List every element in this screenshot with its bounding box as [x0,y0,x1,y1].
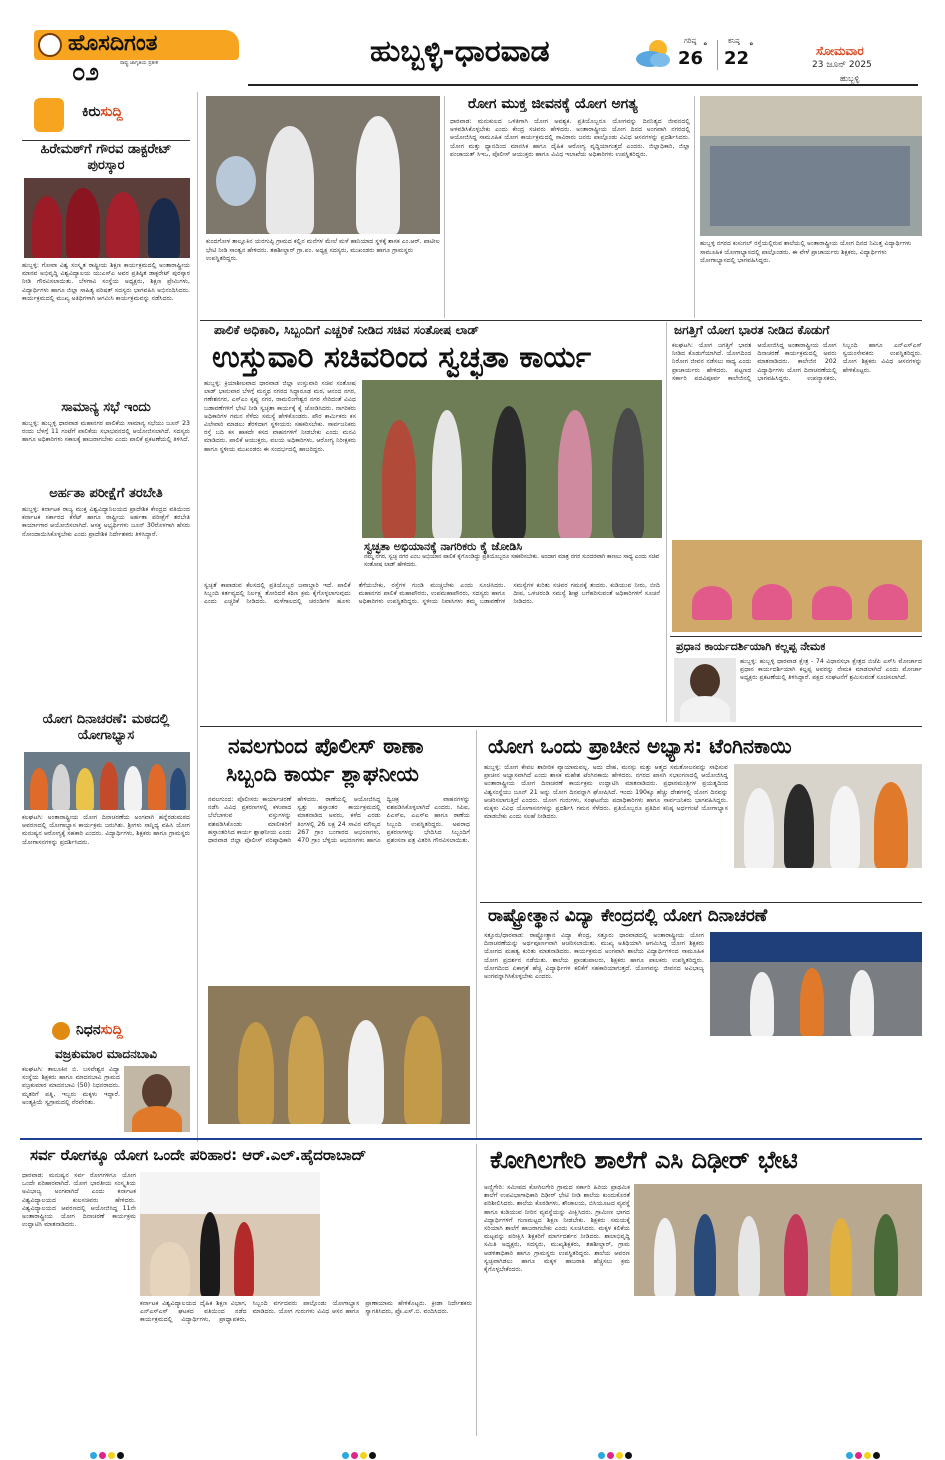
paper-tagline: ರಾಷ್ಟ್ರ ಜಾಗೃತಿಯ ಪ್ರತೀಕ [120,60,159,66]
yoga-ancient-text: ಹುಬ್ಬಳ್ಳಿ: ಯೋಗ ಕೇವಲ ಶಾರೀರಿಕ ವ್ಯಾಯಾಮವಲ್ಲ. ಅದು ದೇಹ, ಮನಸ್ಸು ಮತ್ತು ಆತ್ಮದ ಸಮತೋಲನವನ್ನು ಸಾಧಿಸುವ ಪ್ರಾಚೀನ ಅಭ್ಯಾಸವಾಗಿದೆ ಎಂದು ಶಾಸಕ ಮಹೇಶ ಟೆಂಗಿನಕಾಯಿ ಹೇಳಿದರು. ನಗರದ ಖಾಸಗಿ ಸಭಾಂಗಣದಲ್ಲಿ ಆಯೋಜಿಸಿದ್ದ ಅಂತಾರಾಷ್ಟ್ರೀಯ ಯೋಗ ದಿನಾಚರಣೆ ಕಾರ್ಯಕ್ರಮ ಉದ್ಘಾಟಿಸಿ ಮಾತನಾಡಿದರು. ಪ್ರಧಾನಮಂತ್ರಿಗಳ ಪ್ರಯತ್ನದಿಂದ ವಿಶ್ವಸಂಸ್ಥೆಯು ಜೂನ್ 21 ಅನ್ನು ಯೋಗ ದಿನವನ್ನಾಗಿ ಘೋಷಿಸಿದೆ. ಇಂದು 190ಕ್ಕೂ ಹೆಚ್ಚು ದೇಶಗಳಲ್ಲಿ ಯೋಗ ದಿನವನ್ನು ಆಚರಿಸಲಾಗುತ್ತಿದೆ ಎಂದರು. ಯೋಗ ಗುರುಗಳು, ಸಂಘಟನೆಯ ಪದಾಧಿಕಾರಿಗಳು ಹಾಗೂ ಸಾರ್ವಜನಿಕರು ಭಾಗವಹಿಸಿದ್ದರು. ಮಕ್ಕಳು ವಿವಿಧ ಯೋಗಾಸನಗಳನ್ನು ಪ್ರದರ್ಶಿಸಿ ಗಮನ ಸೆಳೆದರು. ಪ್ರತಿಯೊಬ್ಬರೂ ಪ್ರತಿದಿನ ಕನಿಷ್ಠ ಅರ್ಧಗಂಟೆ ಯೋಗಾಭ್ಯಾಸ ಮಾಡಬೇಕು ಎಂದು ಸಲಹೆ ನೀಡಿದರು. [484,764,728,821]
yoga-disease-free-headline: ರೋಗ ಮುಕ್ತ ಜೀವನಕ್ಕೆ ಯೋಗ ಅಗತ್ಯ [468,96,638,112]
yoga-math-headline: ಯೋಗ ದಿನಾಚರಣೆ: ಮಠದಲ್ಲಿ ಯೋಗಾಭ್ಯಾಸ [42,712,170,743]
rashtrotthana-rule [480,902,922,903]
appoint-headline: ಪ್ರಧಾನ ಕಾರ್ಯದರ್ಶಿಯಾಗಿ ಕಲ್ಲಪ್ಪ ನೇಮಕ [676,640,826,653]
honorary-doctorate-text: ಹುಬ್ಬಳ್ಳಿ: ಗೋವಾ ವಿಶ್ವ ಸಂಸ್ಕೃತ ರಾಷ್ಟ್ರೀಯ ಶಿಕ್ಷಣ ಕಾರ್ಯಕ್ರಮದಲ್ಲಿ ಅಂತಾರಾಷ್ಟ್ರೀಯ ಮಾನವ ಅಭಿವೃದ್ಧಿ ವಿಶ್ವವಿದ್ಯಾಲಯ ಯುಎಸ್‌ಎ ಅವರ ಪ್ರತಿಷ್ಠಿತ ಡಾಕ್ಟರೇಟ್ ಪುರಸ್ಕಾರ ನೀಡಿ ಗೌರವಿಸಲಾಯಿತು. ಬೆಳಗಾವಿ ಸಂಸ್ಥೆಯ ಅಧ್ಯಕ್ಷರು, ಶಿಕ್ಷಣ ಪ್ರೇಮಿಗಳು, ವಿದ್ಯಾರ್ಥಿಗಳು ಹಾಗೂ ಜಿಲ್ಲಾ ಸಾಹಿತ್ಯ ಪರಿಷತ್ ಸದಸ್ಯರು ಭಾಗವಹಿಸಿ ಅಭಿನಂದಿಸಿದರು. ಕಾರ್ಯಕ್ರಮದಲ್ಲಿ ಮುಖ್ಯ ಅತಿಥಿಗಳಾಗಿ ಆಗಮಿಸಿ ಕಾರ್ಯಕ್ರಮವನ್ನು ನಡೆಸಿದರು. [22,262,190,302]
edition-city: ಹುಬ್ಬಳ್ಳಿ [840,74,860,83]
obituary-headline: ವಜ್ರಕುಮಾರ ಮಾದನಬಾವಿ [55,1047,157,1061]
general-meeting-text: ಹುಬ್ಬಳ್ಳಿ: ಹುಬ್ಬಳ್ಳಿ ಧಾರವಾಡ ಮಹಾನಗರ ಪಾಲಿಕೆಯ ಸಾಮಾನ್ಯ ಸಭೆಯು ಜೂನ್ 23 ರಂದು ಬೆಳಗ್ಗೆ 11 ಗಂಟೆಗೆ ಪಾಲಿಕೆಯ ಸಭಾಭವನದಲ್ಲಿ ಆಯೋಜಿಸಲಾಗಿದೆ. ಸದಸ್ಯರು ಹಾಗೂ ಅಧಿಕಾರಿಗಳು ಸಕಾಲಕ್ಕೆ ಹಾಜರಾಗಬೇಕು ಎಂದು ಪಾಲಿಕೆ ಪ್ರಕಟಣೆಯಲ್ಲಿ ತಿಳಿಸಿದೆ. [22,420,190,444]
masthead [0,0,945,92]
mid-rule [200,726,922,727]
divider-top-1 [444,96,445,318]
divider-bottom [476,1144,477,1436]
edition-title: ಹುಬ್ಬಳ್ಳಿ-ಧಾರವಾಡ [370,34,550,69]
honorary-doctorate-headline: ಹಿರೇಮಠ್‌ಗೆ ಗೌರವ ಡಾಕ್ಟರೇಟ್ ಪುರಸ್ಕಾರ [40,142,172,173]
registration-marks-2 [342,1444,378,1452]
min-temp: 22 [724,48,750,69]
obituary-photo [124,1066,190,1132]
nidhana-title [76,1022,123,1038]
yoga-math-text: ಕಲಘಟಗಿ: ಅಂತಾರಾಷ್ಟ್ರೀಯ ಯೋಗ ದಿನಾಚರಣೆಯ ಅಂಗವಾಗಿ ಹನ್ನೆರಡುಮಠದ ಆವರಣದಲ್ಲಿ ಯೋಗಾಭ್ಯಾಸ ಕಾರ್ಯಕ್ರಮ ಜರುಗಿತು. ಶ್ರೀಗಳು ಸಾನ್ನಿಧ್ಯ ವಹಿಸಿ ಯೋಗ ಮನುಷ್ಯನ ಆರೋಗ್ಯಕ್ಕೆ ಸಹಕಾರಿ ಎಂದರು. ವಿದ್ಯಾರ್ಥಿಗಳು, ಶಿಕ್ಷಕರು ಹಾಗೂ ಗ್ರಾಮಸ್ಥರು ಯೋಗಾಸನಗಳನ್ನು ಪ್ರದರ್ಶಿಸಿದರು. [22,814,190,846]
max-temp-degree: ° [703,42,708,52]
temp-separator [717,40,718,70]
eligibility-training-headline: ಅರ್ಹತಾ ಪರೀಕ್ಷೆಗೆ ತರಬೇತಿ [49,486,163,501]
newspaper-logo-icon [38,33,62,57]
weekday: ಸೋಮವಾರ [816,44,864,58]
max-temp: 26 [678,48,704,69]
masthead-rule [248,84,918,86]
yoga-ancient-text-cont [484,870,922,900]
lead-kicker: ಪಾಲಿಕೆ ಅಧಿಕಾರಿ, ಸಿಬ್ಬಂದಿಗೆ ಎಚ್ಚರಿಕೆ ನೀಡಿದ ಸಚಿವ ಸಂತೋಷ ಲಾಡ್ [214,323,480,337]
registration-marks-3 [598,1444,634,1452]
rashtrotthana-text: ಸತ್ತೂರು/ಧಾರವಾಡ: ರಾಷ್ಟ್ರೋತ್ಥಾನ ವಿದ್ಯಾ ಕೇಂದ್ರ, ಸತ್ತೂರು ಧಾರವಾಡದಲ್ಲಿ ಅಂತಾರಾಷ್ಟ್ರೀಯ ಯೋಗ ದಿನಾಚರಣೆಯನ್ನು ಅರ್ಥಪೂರ್ಣವಾಗಿ ಆಚರಿಸಲಾಯಿತು. ಮುಖ್ಯ ಅತಿಥಿಯಾಗಿ ಆಗಮಿಸಿದ್ದ ಯೋಗ ಶಿಕ್ಷಕರು ಯೋಗದ ಮಹತ್ವ ಕುರಿತು ಮಾತನಾಡಿದರು. ಕಾರ್ಯಕ್ರಮದ ಅಂಗವಾಗಿ ಶಾಲೆಯ ವಿದ್ಯಾರ್ಥಿಗಳಿಂದ ಸಾಮೂಹಿಕ ಯೋಗ ಪ್ರದರ್ಶನ ನಡೆಯಿತು. ಶಾಲೆಯ ಪ್ರಾಂಶುಪಾಲರು, ಶಿಕ್ಷಕರು ಹಾಗೂ ಪಾಲಕರು ಉಪಸ್ಥಿತರಿದ್ದರು. ಯೋಗದಿಂದ ಏಕಾಗ್ರತೆ ಹೆಚ್ಚಿ ವಿದ್ಯಾರ್ಥಿಗಳ ಕಲಿಕೆಗೆ ಸಹಕಾರಿಯಾಗುತ್ತದೆ. ಯೋಗವನ್ನು ಜೀವನದ ಅವಿಭಾಜ್ಯ ಅಂಗವನ್ನಾಗಿಸಿಕೊಳ್ಳಬೇಕು ಎಂದರು. [484,932,704,981]
yoga-ancient-headline: ಯೋಗ ಒಂದು ಪ್ರಾಚೀನ ಅಭ್ಯಾಸ: ಟೆಂಗಿನಕಾಯಿ [488,734,792,758]
bottom-section-rule [20,1138,922,1140]
yoga-math-photo [24,752,190,810]
hyderabad-text-b: ಕರ್ನಾಟಕ ವಿಶ್ವವಿದ್ಯಾಲಯದ ದೈಹಿಕ ಶಿಕ್ಷಣ ವಿಭಾಗ, ಎನ್‌ಎಸ್‌ಎಸ್ ಘಟಕದ ವತಿಯಿಂದ ನಡೆದ ಕಾರ್ಯಕ್ರಮದಲ್ಲಿ ವಿದ್ಯಾರ್ಥಿಗಳು, ಪ್ರಾಧ್ಯಾಪಕರು, ಸಿಬ್ಬಂದಿ ವರ್ಗದವರು ಪಾಲ್ಗೊಂಡು ಯೋಗಾಭ್ಯಾಸ ಮಾಡಿದರು. ಯೋಗ ಗುರುಗಳು ವಿವಿಧ ಆಸನ ಹಾಗೂ ಪ್ರಾಣಾಯಾಮ ಹೇಳಿಕೊಟ್ಟರು. ಕ್ರೀಡಾ ನಿರ್ದೇಶಕರು ಸ್ವಾಗತಿಸಿದರು, ಪ್ರೊ.ಎಸ್.ಬಿ. ವಂದಿಸಿದರು. [140,1300,472,1324]
kirusuddi-title-a: ಕಿರು [82,104,101,120]
rain-damage-photo [206,96,440,234]
school-yoga-photo [700,96,922,236]
cleanliness-caption-text: ನಮ್ಮ ನಗರ, ಸ್ವಚ್ಛ ನಗರ ಎಂಬ ಅಭಿಯಾನ ಪಾಲಿಕೆ ಕೈಗೊಂಡಿದ್ದು ಪ್ರತಿಯೊಬ್ಬರೂ ಸಹಕರಿಸಬೇಕು. ಅಂದಾಗ ಮಾತ್ರ ನಗರ ಸುಂದರವಾಗಿ ಕಾಣಲು ಸಾಧ್ಯ ಎಂದು ಸಚಿವ ಸಂತೋಷ ಲಾಡ್ ಹೇಳಿದರು. [364,554,660,568]
kogilageri-text-cont [634,1300,922,1434]
hand-pointing-icon [34,98,64,132]
registration-marks-4 [846,1444,882,1452]
oil-lamp-icon [52,1022,70,1040]
kogilageri-headline: ಕೋಗಿಲಗೇರಿ ಶಾಲೆಗೆ ಎಸಿ ದಿಢೀರ್ ಭೇಟಿ [490,1146,798,1174]
yoga-disease-free-text: ಧಾರವಾಡ: ಮನುಕುಲದ ಒಳಿತಿಗಾಗಿ ಯೋಗ ಅವಶ್ಯಕ. ಪ್ರತಿಯೊಬ್ಬರೂ ಯೋಗವನ್ನು ದಿನನಿತ್ಯದ ಜೀವನದಲ್ಲಿ ಅಳವಡಿಸಿಕೊಳ್ಳಬೇಕು ಎಂದು ಕೇಂದ್ರ ಸಚಿವರು ಹೇಳಿದರು. ಅಂತಾರಾಷ್ಟ್ರೀಯ ಯೋಗ ದಿನದ ಅಂಗವಾಗಿ ನಗರದಲ್ಲಿ ಆಯೋಜಿಸಿದ್ದ ಸಾಮೂಹಿಕ ಯೋಗ ಕಾರ್ಯಕ್ರಮದಲ್ಲಿ ಸಾವಿರಾರು ಜನರು ಪಾಲ್ಗೊಂಡು ವಿವಿಧ ಆಸನಗಳನ್ನು ಪ್ರದರ್ಶಿಸಿದರು. ಯೋಗ ಮತ್ತು ಧ್ಯಾನದಿಂದ ಮಾನಸಿಕ ಹಾಗೂ ದೈಹಿಕ ಆರೋಗ್ಯ ವೃದ್ಧಿಯಾಗುತ್ತದೆ ಎಂದರು. ಜಿಲ್ಲಾಧಿಕಾರಿ, ಜಿಲ್ಲಾ ಪಂಚಾಯತ್ ಸಿಇಒ, ಪೊಲೀಸ್ ಆಯುಕ್ತರು ಹಾಗೂ ವಿವಿಧ ಇಲಾಖೆಯ ಅಧಿಕಾರಿಗಳು ಉಪಸ್ಥಿತರಿದ್ದರು. [450,118,690,158]
lead-text-a: ಹುಬ್ಬಳ್ಳಿ: ಕ್ರಿಯಾಶೀಲವಾದ ಧಾರವಾಡ ಜಿಲ್ಲಾ ಉಸ್ತುವಾರಿ ಸಚಿವ ಸಂತೋಷ ಲಾಡ್ ಭಾನುವಾರ ಬೆಳಗ್ಗೆ ಮನ್ಮಥ ನಗರದ ಸಿದ್ಧಾರೂಢ ಮಠ, ಆನಂದ ನಗರ, ಗಣೇಶನಗರ, ಎಸ್‌ಎಂ ಕೃಷ್ಣ ನಗರ, ರಾಮಲಿಂಗೇಶ್ವರ ನಗರ ಸೇರಿದಂತೆ ವಿವಿಧ ಬಡಾವಣೆಗಳಿಗೆ ಭೇಟಿ ನೀಡಿ ಸ್ವಚ್ಛತಾ ಕಾರ್ಯಕ್ಕೆ ಕೈ ಜೋಡಿಸಿದರು. ನಾಗರಿಕರು ಅಧಿಕಾರಿಗಳ ಗಮನ ಸೆಳೆದು ಸಮಸ್ಯೆ ಹೇಳಿಕೊಂಡರು. ಪೌರ ಕಾರ್ಮಿಕರು ಕಸ ವಿಲೇವಾರಿ ಮಾಡಲು ತೆರಳಿದಾಗ ಸ್ಥಳೀಯರು ಸಹಕರಿಸಬೇಕು. ಸಾರ್ವಜನಿಕರು ರಸ್ತೆ ಬದಿ ಕಸ ಹಾಕದೇ ಕಸದ ವಾಹನಗಳಿಗೆ ನೀಡಬೇಕು ಎಂದು ಮನವಿ ಮಾಡಿದರು. ಪಾಲಿಕೆ ಆಯುಕ್ತರು, ವಲಯ ಅಧಿಕಾರಿಗಳು, ಆರೋಗ್ಯ ನಿರೀಕ್ಷಕರು ಹಾಗೂ ಸ್ಥಳೀಯ ಮುಖಂಡರು ಈ ಸಂದರ್ಭದಲ್ಲಿ ಹಾಜರಿದ್ದರು. [204,380,356,453]
issue-date: 23 ಜೂನ್ 2025 [812,60,872,70]
max-temp-label: ಗರಿಷ್ಠ [684,37,697,45]
hyderabad-text-a: ಧಾರವಾಡ: ಮನುಷ್ಯನ ಸರ್ವ ರೋಗಗಳಿಗೂ ಯೋಗ ಒಂದೇ ಪರಿಹಾರವಾಗಿದೆ. ಯೋಗ ಭಾರತೀಯ ಸಂಸ್ಕೃತಿಯ ಅವಿಭಾಜ್ಯ ಅಂಗವಾಗಿದೆ ಎಂದು ಕರ್ನಾಟಕ ವಿಶ್ವವಿದ್ಯಾಲಯದ ಕುಲಸಚಿವರು ಹೇಳಿದರು. ವಿಶ್ವವಿದ್ಯಾಲಯದ ಆವರಣದಲ್ಲಿ ಆಯೋಜಿಸಿದ್ದ 11ನೇ ಅಂತಾರಾಷ್ಟ್ರೀಯ ಯೋಗ ದಿನಾಚರಣೆ ಕಾರ್ಯಕ್ರಮ ಉದ್ಘಾಟಿಸಿ ಮಾತನಾಡಿದರು. [22,1172,136,1229]
yoga-ancient-photo [734,764,922,868]
eligibility-training-text: ಹುಬ್ಬಳ್ಳಿ: ಕರ್ನಾಟಕ ರಾಜ್ಯ ಮುಕ್ತ ವಿಶ್ವವಿದ್ಯಾನಿಲಯದ ಪ್ರಾದೇಶಿಕ ಕೇಂದ್ರದ ವತಿಯಿಂದ ಕರ್ನಾಟಕ ಸರ್ಕಾರದ ಕೆಸೆಟ್ ಹಾಗೂ ರಾಷ್ಟ್ರೀಯ ಅರ್ಹತಾ ಪರೀಕ್ಷೆಗೆ ತರಬೇತಿ ಕಾರ್ಯಾಗಾರ ಆಯೋಜಿಸಲಾಗಿದೆ. ಆಸಕ್ತ ಅಭ್ಯರ್ಥಿಗಳು ಜೂನ್ 30ರೊಳಗಾಗಿ ಹೆಸರು ನೋಂದಾಯಿಸಿಕೊಳ್ಳಬೇಕು ಎಂದು ಪ್ರಾದೇಶಿಕ ನಿರ್ದೇಶಕರು ತಿಳಿಸಿದ್ದಾರೆ. [22,506,190,538]
rashtrotthana-photo [710,932,922,1036]
police-headline-1: ನವಲಗುಂದ ಪೊಲೀಸ್ ಠಾಣಾ [228,734,424,758]
rashtrotthana-headline: ರಾಷ್ಟ್ರೋತ್ಥಾನ ವಿದ್ಯಾ ಕೇಂದ್ರದಲ್ಲಿ ಯೋಗ ದಿನಾಚರಣೆ [488,906,768,926]
divider-mid [476,730,477,1140]
college-yoga-photo [672,540,922,632]
appoint-text: ಹುಬ್ಬಳ್ಳಿ: ಹುಬ್ಬಳ್ಳಿ ಧಾರವಾಡ ಕ್ಷೇತ್ರ - 74 ವಿಧಾನಸಭಾ ಕ್ಷೇತ್ರದ ಬಿಜೆಪಿ ಎಸ್‌ಸಿ ಮೋರ್ಚಾದ ಪ್ರಧಾನ ಕಾರ್ಯದರ್ಶಿಯಾಗಿ ಕಲ್ಲಪ್ಪ ಅವರನ್ನು ನೇಮಕ ಮಾಡಲಾಗಿದೆ ಎಂದು ಮೋರ್ಚಾ ಅಧ್ಯಕ್ಷರು ಪ್ರಕಟಣೆಯಲ್ಲಿ ತಿಳಿಸಿದ್ದಾರೆ. ಪಕ್ಷದ ಸಂಘಟನೆಗೆ ಶ್ರಮಿಸುವಂತೆ ಸೂಚಿಸಲಾಗಿದೆ. [740,658,922,682]
nidhana-title-a: ನಿಧನ [76,1022,101,1038]
yoga-gift-headline: ಜಗತ್ತಿಗೆ ಯೋಗ ಭಾರತ ನೀಡಿದ ಕೊಡುಗೆ [674,323,830,337]
page-number: ೦೨ [72,58,99,86]
min-temp-degree: ° [749,42,754,52]
school-yoga-caption: ಹುಬ್ಬಳ್ಳಿ ನಗರದ ಕುಸುಗಲ್ ರಸ್ತೆಯಲ್ಲಿರುವ ಶಾಲೆಯಲ್ಲಿ ಅಂತಾರಾಷ್ಟ್ರೀಯ ಯೋಗ ದಿನದ ನಿಮಿತ್ತ ವಿದ್ಯಾರ್ಥಿಗಳು ಸಾಮೂಹಿಕ ಯೋಗಾಭ್ಯಾಸದಲ್ಲಿ ಪಾಲ್ಗೊಂಡರು. ಈ ವೇಳೆ ಪ್ರಾಚಾರ್ಯರು ಶಿಕ್ಷಕರು, ವಿದ್ಯಾರ್ಥಿಗಳು ಯೋಗಾಭ್ಯಾಸದಲ್ಲಿ ಭಾಗವಹಿಸಿದ್ದರು. [700,240,912,264]
police-photo [208,986,470,1124]
divider-lead [666,322,667,722]
yoga-gift-text: ಕಲಘಟಗಿ: ಯೋಗ ಜಗತ್ತಿಗೆ ಭಾರತ ನೀಡಿದ ಕೊಡುಗೆಯಾಗಿದೆ. ಯೋಗದಿಂದ ನಿರೋಗ ಜೀವನ ನಡೆಸಲು ಸಾಧ್ಯ ಎಂದು ಪ್ರಾಚಾರ್ಯರು ಹೇಳಿದರು. ಪಟ್ಟಣದ ಸರ್ಕಾರಿ ಪದವಿಪೂರ್ವ ಕಾಲೇಜಿನಲ್ಲಿ ಆಯೋಜಿಸಿದ್ದ ಅಂತಾರಾಷ್ಟ್ರೀಯ ಯೋಗ ದಿನಾಚರಣೆ ಕಾರ್ಯಕ್ರಮದಲ್ಲಿ ಅವರು ಮಾತನಾಡಿದರು. ಕಾಲೇಜಿನ 202 ವಿದ್ಯಾರ್ಥಿಗಳು ಯೋಗ ದಿನಾಚರಣೆಯಲ್ಲಿ ಭಾಗವಹಿಸಿದ್ದರು. ಉಪನ್ಯಾಸಕರು, ಸಿಬ್ಬಂದಿ ಹಾಗೂ ಎನ್‌ಎಸ್‌ಎಸ್ ಸ್ವಯಂಸೇವಕರು ಉಪಸ್ಥಿತರಿದ್ದರು. ಯೋಗ ಶಿಕ್ಷಕರು ವಿವಿಧ ಆಸನಗಳನ್ನು ಹೇಳಿಕೊಟ್ಟರು. [672,342,922,382]
police-text: ನವಲಗುಂದ: ಪೊಲೀಸರು ಕಾರ್ಯಾಚರಣೆ ನಡೆಸಿ ವಿವಿಧ ಪ್ರಕರಣಗಳಲ್ಲಿ ಕಳುವಾದ ಬೆಲೆಬಾಳುವ ವಸ್ತುಗಳನ್ನು ವಶಪಡಿಸಿಕೊಂಡು ಮಾಲೀಕರಿಗೆ ಹಸ್ತಾಂತರಿಸಿದ ಕಾರ್ಯ ಶ್ಲಾಘನೀಯ ಎಂದು ಧಾರವಾಡ ಜಿಲ್ಲಾ ಪೊಲೀಸ್ ವರಿಷ್ಠಾಧಿಕಾರಿ ಹೇಳಿದರು. ಠಾಣೆಯಲ್ಲಿ ಆಯೋಜಿಸಿದ್ದ ಸ್ವತ್ತು ಹಸ್ತಾಂತರ ಕಾರ್ಯಕ್ರಮದಲ್ಲಿ ಮಾತನಾಡಿದ ಅವರು, ಕಳೆದ ಎರಡು ತಿಂಗಳಲ್ಲಿ 26 ಲಕ್ಷ 24 ಸಾವಿರ ಮೌಲ್ಯದ 267 ಗ್ರಾಂ ಬಂಗಾರದ ಆಭರಣಗಳು, 470 ಗ್ರಾಂ ಬೆಳ್ಳಿಯ ಆಭರಣಗಳು ಹಾಗೂ ದ್ವಿಚಕ್ರ ವಾಹನಗಳನ್ನು ವಶಪಡಿಸಿಕೊಳ್ಳಲಾಗಿದೆ ಎಂದರು. ಸಿಪಿಐ, ಪಿಎಸ್‌ಐ, ಎಎಸ್‌ಐ ಹಾಗೂ ಠಾಣೆಯ ಸಿಬ್ಬಂದಿ ಉಪಸ್ಥಿತರಿದ್ದರು. ಅಪರಾಧ ಪ್ರಕರಣಗಳನ್ನು ಭೇದಿಸಿದ ಸಿಬ್ಬಂದಿಗೆ ಪ್ರಶಂಸನಾ ಪತ್ರ ವಿತರಿಸಿ ಗೌರವಿಸಲಾಯಿತು. [208,796,470,845]
hyderabad-headline: ಸರ್ವ ರೋಗಕ್ಕೂ ಯೋಗ ಒಂದೇ ಪರಿಹಾರ: ಆರ್.ಎಲ್.ಹೈದರಾಬಾದ್ [30,1146,367,1164]
doctorate-photo [24,178,190,258]
kirusuddi-title [82,104,123,120]
lead-text-b: ಸ್ವಚ್ಛತೆ ಕಾಪಾಡುವ ಕೆಲಸದಲ್ಲಿ ಪ್ರತಿಯೊಬ್ಬರ ಜವಾಬ್ದಾರಿ ಇದೆ. ಪಾಲಿಕೆ ಸಿಬ್ಬಂದಿ ಕರ್ತವ್ಯದಲ್ಲಿ ನಿರ್ಲಕ್ಷ್ಯ ತೋರಿದರೆ ಕಠಿಣ ಕ್ರಮ ಕೈಗೊಳ್ಳಲಾಗುವುದು ಎಂದು ಎಚ್ಚರಿಕೆ ನೀಡಿದರು. ಮಳೆಗಾಲದಲ್ಲಿ ಚರಂಡಿಗಳ ಹೂಳು ತೆಗೆಯಬೇಕು, ರಸ್ತೆಗಳ ಗುಂಡಿ ಮುಚ್ಚಬೇಕು ಎಂದು ಸೂಚಿಸಿದರು. ಮಹಾನಗರ ಪಾಲಿಕೆ ಮಹಾಪೌರರು, ಉಪಮಹಾಪೌರರು, ಸದಸ್ಯರು ಹಾಗೂ ಅಧಿಕಾರಿಗಳು ಉಪಸ್ಥಿತರಿದ್ದರು. ಸ್ಥಳೀಯ ನಿವಾಸಿಗಳು ತಮ್ಮ ಬಡಾವಣೆಗಳ ಸಮಸ್ಯೆಗಳ ಕುರಿತು ಸಚಿವರ ಗಮನಕ್ಕೆ ತಂದರು. ಕುಡಿಯುವ ನೀರು, ಬೀದಿ ದೀಪ, ಒಳಚರಂಡಿ ಸಮಸ್ಯೆ ಶೀಘ್ರ ಬಗೆಹರಿಸುವಂತೆ ಅಧಿಕಾರಿಗಳಿಗೆ ಸೂಚನೆ ನೀಡಿದರು. [204,582,660,606]
cleanliness-drive-photo [362,380,662,538]
appoint-rule [670,636,922,637]
paper-name: ಹೊಸದಿಗಂತ [68,31,158,56]
kogilageri-text: ಅಣ್ಣಿಗೇರಿ: ಸಮೀಪದ ಕೋಗಿಲಗೇರಿ ಗ್ರಾಮದ ಸರ್ಕಾರಿ ಹಿರಿಯ ಪ್ರಾಥಮಿಕ ಶಾಲೆಗೆ ಉಪವಿಭಾಗಾಧಿಕಾರಿ ದಿಢೀರ್ ಭೇಟಿ ನೀಡಿ ಶಾಲೆಯ ಕುಂದುಕೊರತೆ ಪರಿಶೀಲಿಸಿದರು. ಶಾಲೆಯ ಕೊಠಡಿಗಳು, ಶೌಚಾಲಯ, ಬಿಸಿಯೂಟದ ವ್ಯವಸ್ಥೆ ಹಾಗೂ ಕುಡಿಯುವ ನೀರಿನ ವ್ಯವಸ್ಥೆಯನ್ನು ವೀಕ್ಷಿಸಿದರು. ಗ್ರಾಮೀಣ ಭಾಗದ ವಿದ್ಯಾರ್ಥಿಗಳಿಗೆ ಗುಣಮಟ್ಟದ ಶಿಕ್ಷಣ ನೀಡಬೇಕು. ಶಿಕ್ಷಕರು ಸಮಯಕ್ಕೆ ಸರಿಯಾಗಿ ಶಾಲೆಗೆ ಹಾಜರಾಗಬೇಕು ಎಂದು ಸೂಚಿಸಿದರು. ಮಕ್ಕಳ ಕಲಿಕೆಯ ಮಟ್ಟವನ್ನು ಪರೀಕ್ಷಿಸಿ ಶಿಕ್ಷಕರಿಗೆ ಮಾರ್ಗದರ್ಶನ ನೀಡಿದರು. ಶಾಲಾಭಿವೃದ್ಧಿ ಸಮಿತಿ ಅಧ್ಯಕ್ಷರು, ಸದಸ್ಯರು, ಮುಖ್ಯಶಿಕ್ಷಕರು, ತಹಶೀಲ್ದಾರ್, ಗ್ರಾಮ ಆಡಳಿತಾಧಿಕಾರಿ ಹಾಗೂ ಗ್ರಾಮಸ್ಥರು ಉಪಸ್ಥಿತರಿದ್ದರು. ಶಾಲೆಯ ಆವರಣ ಸ್ವಚ್ಛವಾಗಿಡಲು ಹಾಗೂ ಮಕ್ಕಳ ಹಾಜರಾತಿ ಹೆಚ್ಚಿಸಲು ಕ್ರಮ ಕೈಗೊಳ್ಳಬೇಕೆಂದರು. [484,1184,630,1274]
weather-cloud-sun-icon [632,38,674,68]
lead-headline: ಉಸ್ತುವಾರಿ ಸಚಿವರಿಂದ ಸ್ವಚ್ಛತಾ ಕಾರ್ಯ [212,340,592,375]
university-yoga-photo [140,1172,320,1296]
min-temp-label: ಕನಿಷ್ಠ [728,37,740,45]
top-row-rule [200,320,922,321]
police-headline-2: ಸಿಬ್ಬಂದಿ ಕಾರ್ಯ ಶ್ಲಾಘನೀಯ [226,762,419,786]
kirusuddi-title-b: ಸುದ್ದಿ [100,104,123,120]
registration-marks-1 [90,1444,126,1452]
left-column-divider [197,92,198,1142]
cleanliness-caption-title: ಸ್ವಚ್ಛತಾ ಅಭಿಯಾನಕ್ಕೆ ನಾಗರಿಕರು ಕೈ ಜೋಡಿಸಿ [364,540,523,553]
obituary-text: ಕಲಘಟಗಿ: ತಾಲೂಕಿನ ಬಿ. ಬಸವೇಶ್ವರ ವಿದ್ಯಾ ಸಂಸ್ಥೆಯ ಶಿಕ್ಷಕರು ಹಾಗೂ ಮಾದನಬಾವಿ ಗ್ರಾಮದ ವಜ್ರಕುಮಾರ ಮಾದನಬಾವಿ (50) ನಿಧನರಾದರು. ಮೃತರಿಗೆ ಪತ್ನಿ, ಇಬ್ಬರು ಮಕ್ಕಳು ಇದ್ದಾರೆ. ಅಂತ್ಯಕ್ರಿಯೆ ಸ್ವಗ್ರಾಮದಲ್ಲಿ ನೆರವೇರಿತು. [22,1066,120,1106]
appointee-photo [674,658,736,722]
rain-damage-caption: ಕುಂದಗೋಳ ತಾಲ್ಲೂಕಿನ ಯರಗುಪ್ಪಿ ಗ್ರಾಮದ ಕಲ್ಲಿನ ಮನೆಗಳ ಮೇಲೆ ಮಳೆ ಹಾನಿಯಾದ ಸ್ಥಳಕ್ಕೆ ಶಾಸಕ ಎಂ.ಆರ್. ಪಾಟೀಲ ಭೇಟಿ ನೀಡಿ ಸಾಂತ್ವನ ಹೇಳಿದರು. ತಹಶೀಲ್ದಾರ್ ಗ್ರಾ.ಪಂ. ಅಧ್ಯಕ್ಷ ಸದಸ್ಯರು, ಮುಖಂಡರು ಹಾಗೂ ಗ್ರಾಮಸ್ಥರು ಉಪಸ್ಥಿತರಿದ್ದರು. [206,238,440,262]
kirusuddi-rule [22,140,190,141]
nidhana-title-b: ಸುದ್ದಿ [100,1022,123,1038]
divider-top-2 [694,96,695,318]
general-meeting-headline: ಸಾಮಾನ್ಯ ಸಭೆ ಇಂದು [61,400,151,415]
kogilageri-photo [634,1184,922,1296]
